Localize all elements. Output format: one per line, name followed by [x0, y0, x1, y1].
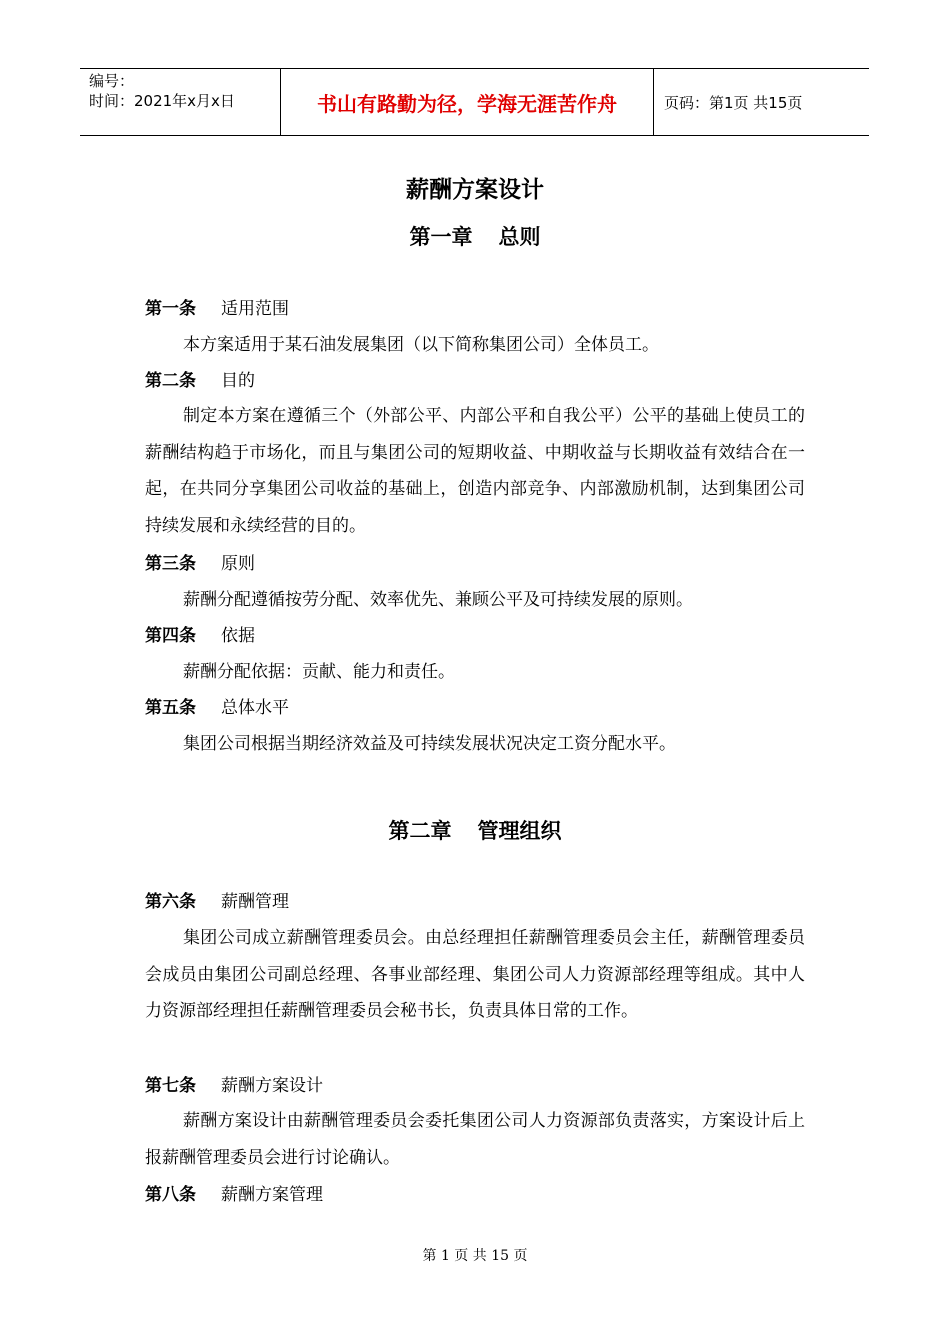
code-label: 编号：: [89, 72, 135, 90]
article-name: 总体水平: [221, 698, 289, 718]
article-heading: [145, 298, 289, 320]
article-number: 第三条: [145, 554, 196, 574]
article-name: 依据: [221, 626, 255, 646]
paragraph: 集团公司根据当期经济效益及可持续发展状况决定工资分配水平。: [183, 734, 676, 754]
article-heading: [145, 697, 289, 719]
article-number: 第八条: [145, 1185, 196, 1205]
article-heading: [145, 553, 255, 575]
article-heading: [145, 625, 255, 647]
paragraph: 薪酬方案设计由薪酬管理委员会委托集团公司人力资源部负责落实，方案设计后上报薪酬管理委员会进行讨论确认。: [145, 1111, 805, 1168]
article-heading: [145, 891, 289, 913]
article-number: 第一条: [145, 299, 196, 319]
article-name: 适用范围: [221, 299, 289, 319]
article-name: 薪酬方案设计: [221, 1076, 323, 1096]
chapter-name: 管理组织: [477, 818, 562, 843]
article-number: 第二条: [145, 371, 196, 391]
chapter-number: 第一章: [409, 224, 473, 249]
article-number: 第七条: [145, 1076, 196, 1096]
article-number: 第五条: [145, 698, 196, 718]
article-name: 目的: [221, 371, 255, 391]
paragraph: 制定本方案在遵循三个（外部公平、内部公平和自我公平）公平的基础上使员工的薪酬结构趋于市场化，而且与集团公司的短期收益、中期收益与长期收益有效结合在一起，在共同分享集团公司收益的基础上，创造内部竞争、内部激励机制，达到集团公司持续发展和永续经营的目的。: [145, 406, 805, 536]
article-number: 第四条: [145, 626, 196, 646]
chapter-number: 第二章: [388, 818, 452, 843]
header-meta-cell: [80, 69, 281, 135]
header-table: [80, 68, 869, 136]
date-label: 时间：2021年x月x日: [89, 92, 235, 110]
motto: 书山有路勤为径，学海无涯苦作舟: [281, 69, 654, 135]
article-name: 薪酬方案管理: [221, 1185, 323, 1205]
paragraph: 薪酬分配遵循按劳分配、效率优先、兼顾公平及可持续发展的原则。: [183, 590, 693, 610]
document-title: 薪酬方案设计: [406, 176, 544, 203]
article-heading: [145, 1075, 323, 1097]
page-label: 页码：第1页 共15页: [664, 93, 803, 112]
chapter-2-heading: [0, 815, 950, 845]
paragraph: 薪酬分配依据：贡献、能力和责任。: [183, 662, 455, 682]
chapter-1-heading: [0, 221, 950, 251]
page-footer: 第 1 页 共 15 页: [422, 1248, 528, 1264]
article-name: 薪酬管理: [221, 892, 289, 912]
article-heading: [145, 1184, 323, 1206]
paragraph: 集团公司成立薪酬管理委员会。由总经理担任薪酬管理委员会主任，薪酬管理委员会成员由集团公司副总经理、各事业部经理、集团公司人力资源部经理等组成。其中人力资源部经理担任薪酬管理委员会秘书长，负责具体日常的工作。: [145, 928, 805, 1021]
article-number: 第六条: [145, 892, 196, 912]
paragraph: 本方案适用于某石油发展集团（以下简称集团公司）全体员工。: [183, 335, 659, 355]
article-heading: [145, 370, 255, 392]
article-name: 原则: [221, 554, 255, 574]
chapter-name: 总则: [498, 224, 541, 249]
